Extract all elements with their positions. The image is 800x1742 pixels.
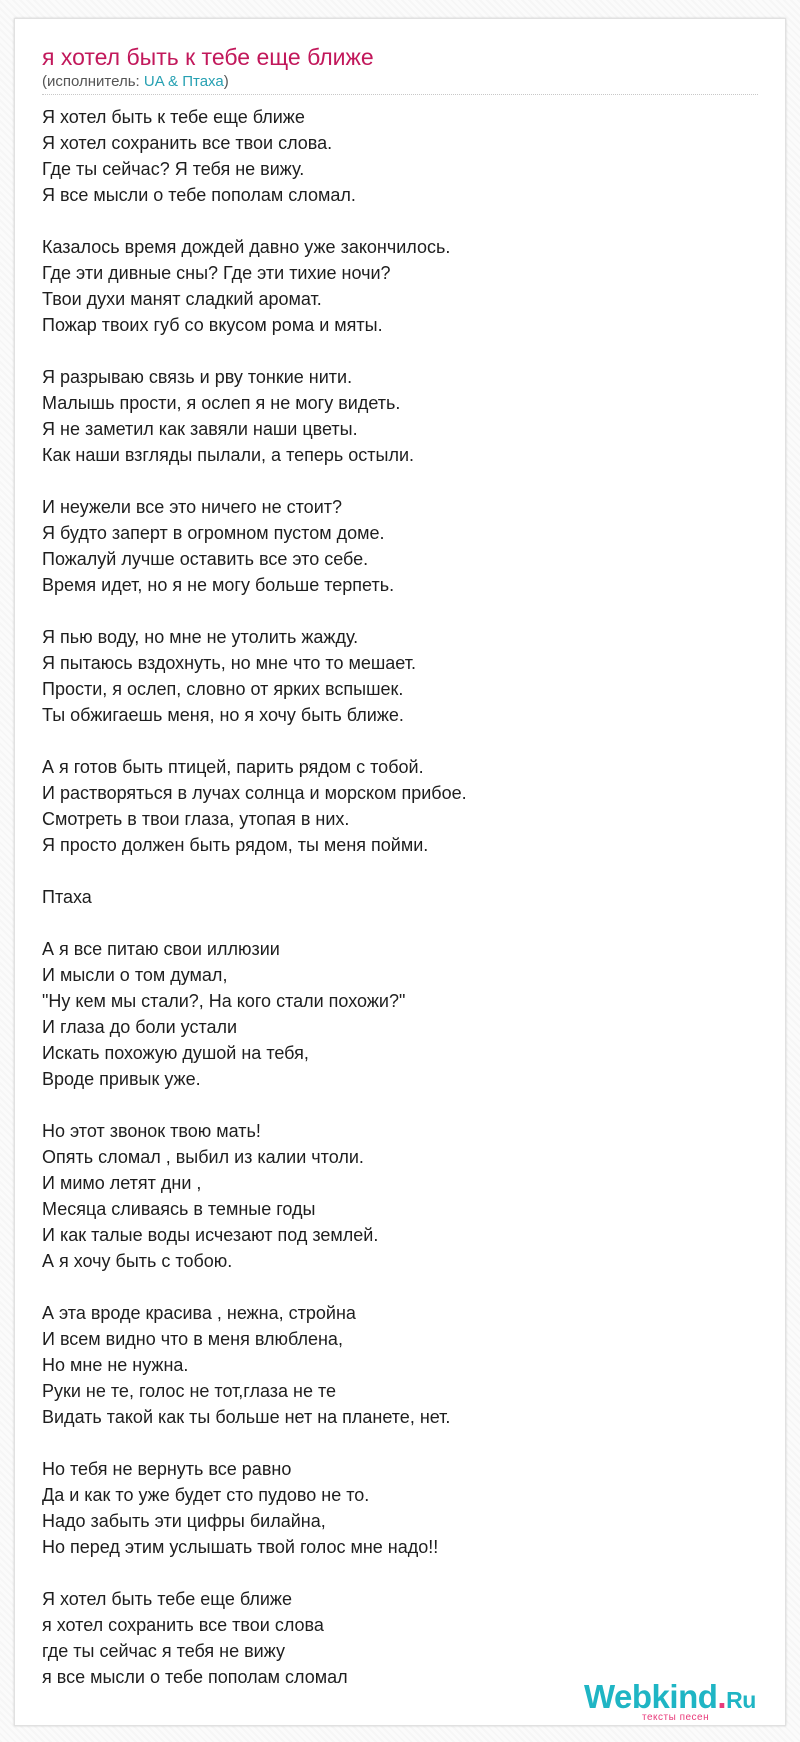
lyrics-line: Но этот звонок твою мать! [42, 1121, 261, 1141]
lyrics-line: Ты обжигаешь меня, но я хочу быть ближе. [42, 705, 404, 725]
lyrics-line: А я готов быть птицей, парить рядом с тобой. [42, 757, 424, 777]
logo-tagline: тексты песен [642, 1712, 710, 1723]
lyrics-stanza [42, 624, 762, 728]
logo-brand: Webkind [584, 1678, 718, 1715]
lyrics-stanza [42, 1300, 762, 1430]
lyrics-line: Надо забыть эти цифры билайна, [42, 1511, 326, 1531]
artist-prefix: (исполнитель: [42, 73, 144, 90]
lyrics-line: Я хотел быть тебе еще ближе [42, 1589, 292, 1609]
lyrics-line: Вроде привык уже. [42, 1069, 201, 1089]
lyrics-line: я все мысли о тебе пополам сломал [42, 1667, 348, 1687]
logo-tld: Ru [726, 1687, 756, 1713]
lyrics-line: И всем видно что в меня влюблена, [42, 1329, 343, 1349]
lyrics-stanza [42, 104, 762, 208]
lyrics-stanza [42, 754, 762, 858]
lyrics-line: Видать такой как ты больше нет на планете, нет. [42, 1407, 451, 1427]
lyrics-line: Я все мысли о тебе пополам сломал. [42, 185, 356, 205]
lyrics-stanza [42, 884, 762, 910]
lyrics-line: я хотел сохранить все твои слова [42, 1615, 324, 1635]
lyrics-line: Руки не те, голос не тот,глаза не те [42, 1381, 337, 1401]
lyrics-body [42, 104, 762, 1716]
lyrics-stanza [42, 1456, 762, 1560]
lyrics-stanza [42, 364, 762, 468]
lyrics-line: Но перед этим услышать твой голос мне надо!! [42, 1537, 439, 1557]
lyrics-line: И мысли о том думал, [42, 965, 228, 985]
lyrics-line: Птаха [42, 887, 92, 907]
lyrics-line: Я будто заперт в огромном пустом доме. [42, 523, 385, 543]
lyrics-line: Время идет, но я не могу больше терпеть. [42, 575, 395, 595]
lyrics-line: Пожалуй лучше оставить все это себе. [42, 549, 369, 569]
lyrics-line: И как талые воды исчезают под землей. [42, 1225, 379, 1245]
lyrics-line: где ты сейчас я тебя не вижу [42, 1641, 285, 1661]
lyrics-line: "Ну кем мы стали?, На кого стали похожи?" [42, 991, 406, 1011]
lyrics-line: Где эти дивные сны? Где эти тихие ночи? [42, 263, 391, 283]
lyrics-line: А я хочу быть с тобою. [42, 1251, 233, 1271]
lyrics-stanza [42, 234, 762, 338]
lyrics-line: А эта вроде красива , нежна, стройна [42, 1303, 356, 1323]
lyrics-stanza [42, 1118, 762, 1274]
lyrics-line: И мимо летят дни , [42, 1173, 202, 1193]
lyrics-line: И неужели все это ничего не стоит? [42, 497, 342, 517]
lyrics-line: А я все питаю свои иллюзии [42, 939, 280, 959]
lyrics-line: Я разрываю связь и рву тонкие нити. [42, 367, 353, 387]
logo-dot: . [717, 1678, 727, 1715]
lyrics-line: И растворяться в лучах солнца и морском прибое. [42, 783, 467, 803]
lyrics-line: Пожар твоих губ со вкусом рома и мяты. [42, 315, 383, 335]
lyrics-line: Малышь прости, я ослеп я не могу видеть. [42, 393, 401, 413]
lyrics-line: Казалось время дождей давно уже закончилось. [42, 237, 451, 257]
lyrics-line: Да и как то уже будет сто пудово не то. [42, 1485, 370, 1505]
lyrics-line: Я хотел быть к тебе еще ближе [42, 107, 305, 127]
lyrics-stanza [42, 494, 762, 598]
lyrics-line: Где ты сейчас? Я тебя не вижу. [42, 159, 305, 179]
lyrics-line: Месяца сливаясь в темные годы [42, 1199, 316, 1219]
artist-line [42, 72, 229, 92]
lyrics-line: Но тебя не вернуть все равно [42, 1459, 292, 1479]
lyrics-line: Я не заметил как завяли наши цветы. [42, 419, 358, 439]
title-divider [42, 94, 758, 95]
lyrics-line: Прости, я ослеп, словно от ярких вспышек. [42, 679, 404, 699]
lyrics-line: Смотреть в твои глаза, утопая в них. [42, 809, 350, 829]
song-title: я хотел быть к тебе еще ближе [42, 44, 374, 70]
webkind-logo[interactable] [584, 1678, 774, 1726]
lyrics-line: И глаза до боли устали [42, 1017, 238, 1037]
lyrics-line: Опять сломал , выбил из калии чтоли. [42, 1147, 364, 1167]
lyrics-line: Искать похожую душой на тебя, [42, 1043, 309, 1063]
artist-link[interactable]: UA & Птаха [143, 73, 224, 90]
lyrics-line: Но мне не нужна. [42, 1355, 189, 1375]
lyrics-stanza [42, 936, 762, 1092]
lyrics-line: Я просто должен быть рядом, ты меня пойми. [42, 835, 429, 855]
lyrics-line: Твои духи манят сладкий аромат. [42, 289, 322, 309]
lyrics-line: Я пью воду, но мне не утолить жажду. [42, 627, 359, 647]
lyrics-line: Я хотел сохранить все твои слова. [42, 133, 333, 153]
lyrics-stanza [42, 1586, 762, 1690]
artist-suffix: ) [223, 73, 229, 90]
lyrics-line: Я пытаюсь вздохнуть, но мне что то мешает. [42, 653, 416, 673]
lyrics-line: Как наши взгляды пылали, а теперь остыли. [42, 445, 415, 465]
